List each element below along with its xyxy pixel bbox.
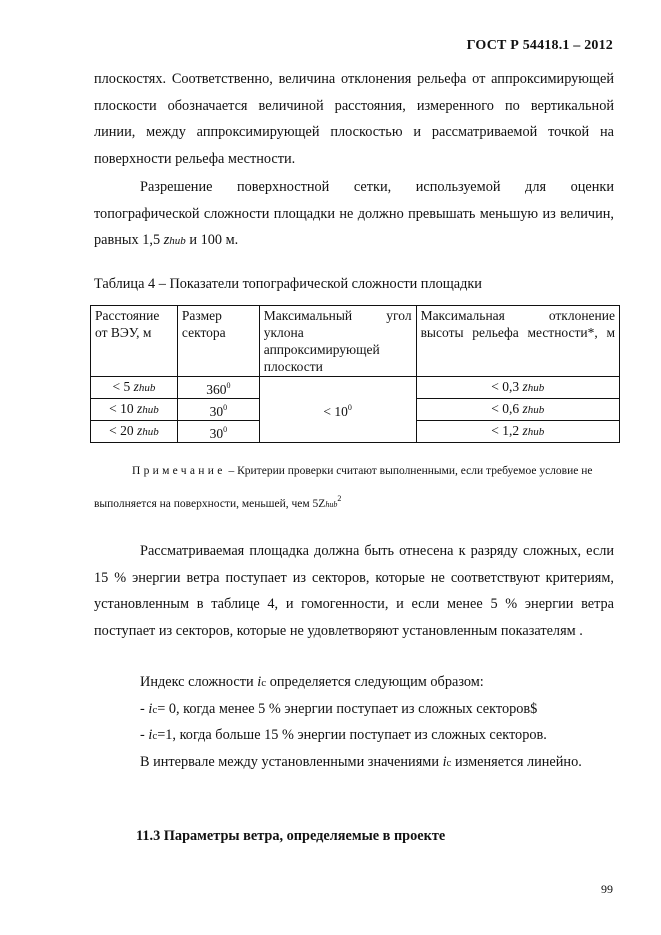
cell-sector bbox=[177, 421, 259, 443]
hub-subscript: hub bbox=[527, 426, 545, 438]
distance-value: < 20 bbox=[109, 423, 134, 438]
paragraph-3: Рассматриваемая площадка должна быть отнесена к разряду сложных, если 15 % энергии ветра поступает из секторов, которые не соответствуют критериям, установленным в таблице 4, и гомогенности, и если менее 5 % энергии ветра поступает из секторов, которые не удовлетворяют установленным показателям . bbox=[94, 543, 614, 639]
header-sector: Размер сектора bbox=[177, 306, 259, 377]
paragraph-4-text: В интервале между установленными значениями bbox=[140, 754, 439, 770]
c-subscript: c bbox=[152, 704, 158, 716]
z-letter: z bbox=[137, 423, 143, 438]
cell-distance bbox=[91, 421, 178, 443]
index-label: Индекс сложности bbox=[140, 674, 254, 690]
sector-value: 360 bbox=[206, 382, 227, 397]
deviation-value: < 0,6 bbox=[491, 401, 520, 416]
note-exponent: 2 bbox=[337, 494, 342, 503]
page-number: 99 bbox=[601, 882, 613, 896]
paragraph-2-text: Разрешение поверхностной сетки, используемой для оценки топографической сложности площадки не должно превышать меньшую из величин, равных 1,5 bbox=[94, 179, 614, 248]
section-heading: 11.3 Параметры ветра, определяемые в проекте bbox=[136, 828, 446, 844]
cell-deviation bbox=[416, 399, 619, 421]
hub-subscript: hub bbox=[142, 426, 159, 438]
hub-subscript: hub bbox=[325, 500, 338, 509]
cell-sector bbox=[177, 377, 259, 399]
hub-subscript: hub bbox=[527, 404, 545, 416]
z-letter: z bbox=[522, 379, 528, 394]
note-text: – Критерии проверки считают выполненными, если требуемое условие не выполняется на поверхности, меньшей, чем 5Z bbox=[94, 465, 593, 510]
index-definition-text: определяется следующим образом: bbox=[269, 674, 484, 690]
degree-mark: 0 bbox=[223, 425, 228, 434]
cell-distance bbox=[91, 399, 178, 421]
rule-zero-text: = 0, когда менее 5 % энергии поступает из сложных секторов$ bbox=[157, 701, 538, 717]
c-subscript: c bbox=[446, 757, 452, 769]
index-definition-line bbox=[94, 669, 660, 697]
hub-subscript: hub bbox=[138, 382, 156, 394]
paragraph-4 bbox=[94, 749, 614, 777]
header-angle: Максимальный угол уклона аппроксимирующей плоскости bbox=[259, 306, 416, 377]
header-distance: Расстояние от ВЭУ, м bbox=[91, 306, 178, 377]
cell-angle bbox=[259, 377, 416, 443]
header-deviation: Максимальная отклонение высоты рельефа местности*, м bbox=[416, 306, 619, 377]
sector-value: 30 bbox=[209, 426, 224, 441]
table-note bbox=[94, 458, 614, 518]
deviation-value: < 1,2 bbox=[491, 423, 520, 438]
table-header-row bbox=[91, 306, 620, 377]
cell-deviation bbox=[416, 377, 619, 399]
index-rule-zero bbox=[94, 696, 660, 724]
distance-value: < 5 bbox=[112, 379, 131, 394]
sector-value: 30 bbox=[209, 404, 224, 419]
degree-mark: 0 bbox=[226, 381, 231, 390]
z-hub-symbol bbox=[164, 232, 186, 248]
c-subscript: c bbox=[261, 677, 267, 689]
c-subscript: c bbox=[152, 730, 158, 742]
table-row bbox=[91, 377, 620, 399]
hub-subscript: hub bbox=[527, 382, 545, 394]
paragraph-1: плоскостях. Соответственно, величина отклонения рельефа от аппроксимирующей плоскости обозначается величиной расстояния, измеренного по вертикальной линии, между аппроксимирующей плоскостью и рассматриваемой точкой на поверхности рельефа местности. bbox=[94, 71, 614, 167]
table-caption: Таблица 4 – Показатели топографической сложности площадки bbox=[94, 276, 482, 292]
hub-subscript: hub bbox=[142, 404, 159, 416]
z-letter: z bbox=[522, 401, 528, 416]
i-letter: i bbox=[148, 727, 153, 743]
cell-deviation bbox=[416, 421, 619, 443]
paragraph-4-tail: изменяется линейно. bbox=[455, 754, 582, 770]
z-letter: z bbox=[522, 423, 528, 438]
index-rule-one bbox=[94, 722, 660, 750]
z-letter: z bbox=[133, 379, 139, 394]
rule-one-text: =1, когда больше 15 % энергии поступает из сложных секторов. bbox=[157, 727, 547, 743]
document-header: ГОСТ Р 54418.1 – 2012 bbox=[466, 38, 613, 53]
i-letter: i bbox=[257, 674, 262, 690]
z-letter: z bbox=[137, 401, 143, 416]
paragraph-2-tail: и 100 м. bbox=[189, 232, 239, 248]
paragraph-2 bbox=[94, 174, 614, 255]
angle-value: < 10 bbox=[323, 404, 348, 419]
distance-value: < 10 bbox=[109, 401, 134, 416]
dash-marker: - bbox=[140, 701, 145, 717]
z-letter: z bbox=[163, 232, 170, 248]
i-letter: i bbox=[148, 701, 153, 717]
complexity-table bbox=[90, 305, 620, 443]
degree-mark: 0 bbox=[347, 403, 352, 412]
hub-subscript: hub bbox=[169, 235, 186, 247]
note-label: Примечание bbox=[132, 465, 226, 477]
deviation-value: < 0,3 bbox=[491, 379, 520, 394]
dash-marker: - bbox=[140, 727, 145, 743]
degree-mark: 0 bbox=[223, 403, 228, 412]
i-letter: i bbox=[442, 754, 447, 770]
cell-sector bbox=[177, 399, 259, 421]
cell-distance bbox=[91, 377, 178, 399]
